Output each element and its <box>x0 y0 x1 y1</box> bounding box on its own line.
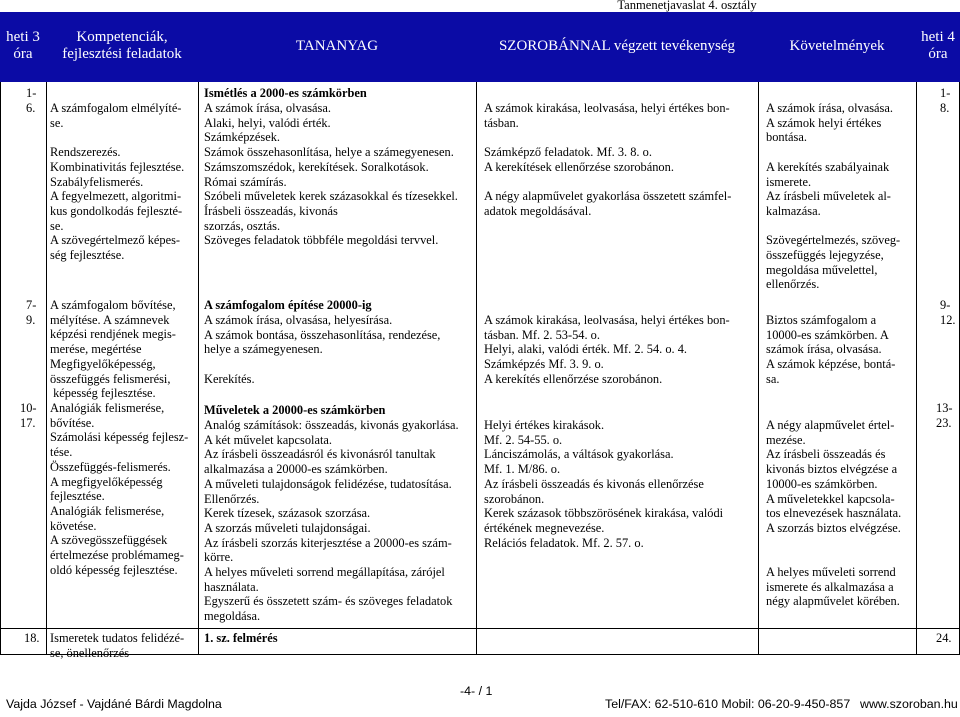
col-divider <box>758 82 759 655</box>
requirement-text: A négy alapművelet értel- mezése. Az írásbeli összeadás és kivonás biztos elvégzése a 10000-es számkörben. A műveletekkel kapcsola- tos elnevezések használata. A szorzás biztos elvégzése. A helyes műveleti sorrend ismerete és alkalmazása a négy alapművelet körében. <box>766 418 902 609</box>
week-range-right: 24. <box>936 631 952 645</box>
header-curriculum: TANANYAG <box>295 38 379 54</box>
content-text: Analóg számítások: összeadás, kivonás gyakorlása. A két művelet kapcsolata. Az írásbeli összeadásról és kivonásról tanultak alkalmazása a 20000-es számkörben. A műveleti tulajdonságok felidézése, tudatosítása. Ellenőrzés. Kerek tízesek, százasok szorzása. A szorzás műveleti tulajdonságai. Az írásbeli szorzás kiterjesztése a 20000-es szám- körre. A helyes műveleti sorrend megállapítása, zárójel használata. Egyszerű és összetett szám- és szöveges feladatok megoldása. <box>204 418 459 624</box>
week-range-left: 10- 17. <box>20 401 37 430</box>
header-requirements: Követelmények <box>789 38 885 54</box>
col-divider <box>476 82 477 655</box>
competency-text: Analógiák felismerése, bővítése. Számolási képesség fejlesz- tése. Összefüggés-felismerés. A megfigyelőképesség fejlesztése. Analógiák felismerése, követése. A szövegösszefüggések értelmezése problémameg- oldó képesség fejlesztése. <box>50 401 189 577</box>
document-title: Tanmenetjavaslat 4. osztály <box>617 0 757 12</box>
requirement-text: Biztos számfogalom a 10000-es számkörben. A számok írása, olvasása. A számok képzése, bontá- sa. <box>766 313 896 386</box>
plan-table <box>0 82 960 660</box>
header-weekly-3: heti 3 óra <box>6 29 40 62</box>
abacus-text: A számok kirakása, leolvasása, helyi értékes bon- tásban. Számképző feladatok. Mf. 3. 8. o. A kerekítések ellenőrzése szorobánon. A négy alapművelet gyakorlása összetett számfel- adatok megoldásával. <box>484 101 732 218</box>
competency-text: A számfogalom elmélyíté- se. Rendszerezés. Kombinativitás fejlesztése. Szabályfelismerés. A fegyelmezett, algoritmi- kus gondolkodás fejleszté- se. A szövegértelmező képes- ség fejlesztése. <box>50 101 185 263</box>
competency-text: Ismeretek tudatos felidézé- se, önellenőrzés <box>50 631 185 660</box>
content-heading: A számfogalom építése 20000-ig <box>204 298 372 312</box>
week-range-right: 9- 12. <box>940 298 956 327</box>
header-abacus-activity: SZOROBÁNNAL végzett tevékenység <box>498 38 736 54</box>
footer-authors: Vajda József - Vajdáné Bárdi Magdolna <box>6 697 222 711</box>
week-range-right: 1- 8. <box>940 86 951 115</box>
footer-page-number: -4- / 1 <box>460 684 493 698</box>
table-header <box>0 12 960 82</box>
table-border-left <box>0 82 1 655</box>
requirement-text: A számok írása, olvasása. A számok helyi értékes bontása. A kerekítés szabályainak ismerete. Az írásbeli műveletek al- kalmazása. Szövegértelmezés, szöveg- összefüggés lejegyzése, megoldása művelettel, ellenőrzés. <box>766 101 901 292</box>
week-range-left: 18. <box>24 631 40 645</box>
header-competencies: Kompetenciák, fejlesztési feladatok <box>62 29 182 62</box>
header-weekly-4: heti 4 óra <box>921 29 955 62</box>
week-range-left: 7- 9. <box>26 298 37 327</box>
abacus-text: A számok kirakása, leolvasása, helyi értékes bon- tásban. Mf. 2. 53-54. o. Helyi, alaki, valódi érték. Mf. 2. 54. o. 4. Számképzés Mf. 3. 9. o. A kerekítés ellenőrzése szorobánon. <box>484 313 730 386</box>
col-divider <box>46 82 47 655</box>
content-heading: 1. sz. felmérés <box>204 631 278 645</box>
content-heading: Ismétlés a 2000-es számkörben <box>204 86 367 100</box>
footer-website: www.szoroban.hu <box>860 697 958 711</box>
content-heading: Műveletek a 20000-es számkörben <box>204 403 386 417</box>
week-range-right: 13- 23. <box>936 401 953 430</box>
content-text: A számok írása, olvasása. Alaki, helyi, valódi érték. Számképzések. Számok összehasonlítása, helye a számegyenesen. Számszomszédok, kerekítések. Soralkotások. Római számírás. Szóbeli műveletek kerek százasokkal és tízesekkel. Írásbeli összeadás, kivonás szorzás, osztás. Szöveges feladatok többféle megoldási tervvel. <box>204 101 458 248</box>
row-divider <box>0 628 960 629</box>
competency-text: A számfogalom bővítése, mélyítése. A számnevek képzési rendjének megis- merése, megértése Megfigyelőképesség, összefüggés felismerési, képesség fejlesztése. <box>50 298 176 401</box>
footer-contact: Tel/FAX: 62-510-610 Mobil: 06-20-9-450-857 <box>605 697 851 711</box>
content-text: A számok írása, olvasása, helyesírása. A számok bontása, összehasonlítása, rendezése, helye a számegyenesen. Kerekítés. <box>204 313 441 386</box>
week-range-left: 1- 6. <box>26 86 37 115</box>
col-divider <box>916 82 917 655</box>
abacus-text: Helyi értékes kirakások. Mf. 2. 54-55. o. Lánciszámolás, a váltások gyakorlása. Mf. 1. M/86. o. Az írásbeli összeadás és kivonás ellenőrzése szorobánon. Kerek százasok többszörösének kirakása, valódi értékének megnevezése. Relációs feladatok. Mf. 2. 57. o. <box>484 418 724 550</box>
